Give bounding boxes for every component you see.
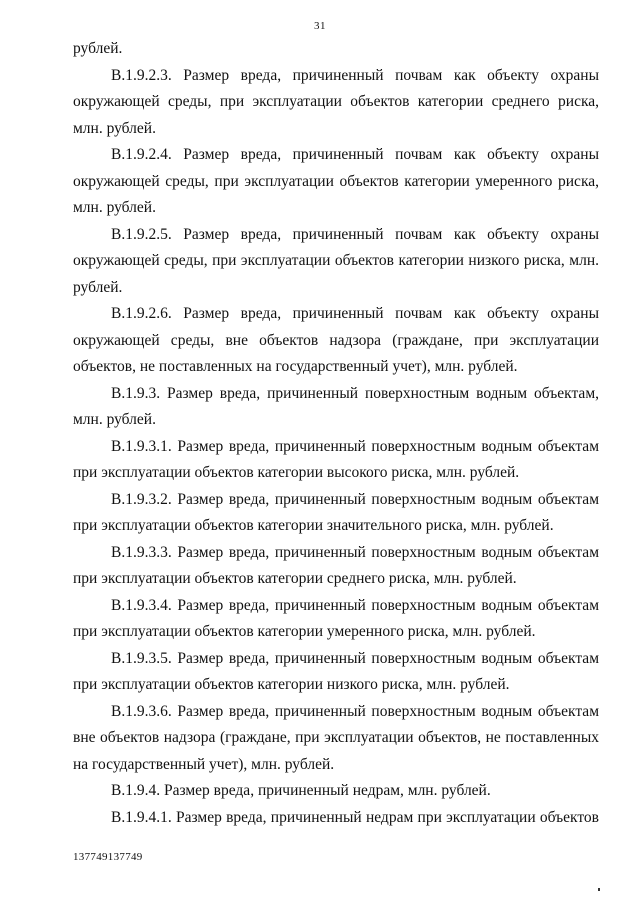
paragraph-b-1-9-3-1: В.1.9.3.1. Размер вреда, причиненный поверхностным водным объектам при эксплуатации объектов категории высокого риска, млн. рублей.	[73, 437, 599, 481]
paragraph-b-1-9-3-4: В.1.9.3.4. Размер вреда, причиненный поверхностным водным объектам при эксплуатации объектов категории умеренного риска, млн. рублей.	[73, 596, 599, 640]
paragraph-b-1-9-2-3: В.1.9.2.3. Размер вреда, причиненный почвам как объекту охраны окружающей среды, при эксплуатации объектов категории среднего риска, млн. рублей.	[73, 66, 599, 137]
paragraph-b-1-9-4-1: В.1.9.4.1. Размер вреда, причиненный недрам при эксплуатации объектов	[111, 808, 599, 826]
paragraph-continuation: рублей.	[73, 40, 123, 57]
paragraph-b-1-9-3-2: В.1.9.3.2. Размер вреда, причиненный поверхностным водным объектам при эксплуатации объектов категории значительного риска, млн. рублей.	[73, 490, 599, 534]
paragraph-b-1-9-3-6: В.1.9.3.6. Размер вреда, причиненный поверхностным водным объектам вне объектов надзора (граждане, при эксплуатации объектов, не поставленных на государственный учет), млн. рублей.	[73, 702, 599, 773]
document-id: 137749137749	[73, 851, 143, 863]
paragraph-b-1-9-2-6: В.1.9.2.6. Размер вреда, причиненный почвам как объекту охраны окружающей среды, вне объектов надзора (граждане, при эксплуатации объектов, не поставленных на государственный учет), млн. рублей.	[73, 305, 599, 375]
paragraph-b-1-9-3-3: В.1.9.3.3. Размер вреда, причиненный поверхностным водным объектам при эксплуатации объектов категории среднего риска, млн. рублей.	[73, 543, 599, 587]
paragraph-b-1-9-3-5: В.1.9.3.5. Размер вреда, причиненный поверхностным водным объектам при эксплуатации объектов категории низкого риска, млн. рублей.	[73, 649, 599, 693]
page-number: 31	[314, 20, 326, 32]
paragraph-b-1-9-2-4: В.1.9.2.4. Размер вреда, причиненный почвам как объекту охраны окружающей среды, при эксплуатации объектов категории умеренного риска, млн. рублей.	[73, 146, 599, 216]
paragraph-b-1-9-4: В.1.9.4. Размер вреда, причиненный недрам, млн. рублей.	[111, 782, 491, 799]
scan-mark	[598, 888, 600, 891]
paragraph-b-1-9-2-5: В.1.9.2.5. Размер вреда, причиненный почвам как объекту охраны окружающей среды, при эксплуатации объектов категории низкого риска, млн. рублей.	[73, 225, 599, 296]
document-body	[73, 36, 599, 831]
paragraph-b-1-9-3: В.1.9.3. Размер вреда, причиненный поверхностным водным объектам, млн. рублей.	[73, 384, 599, 428]
